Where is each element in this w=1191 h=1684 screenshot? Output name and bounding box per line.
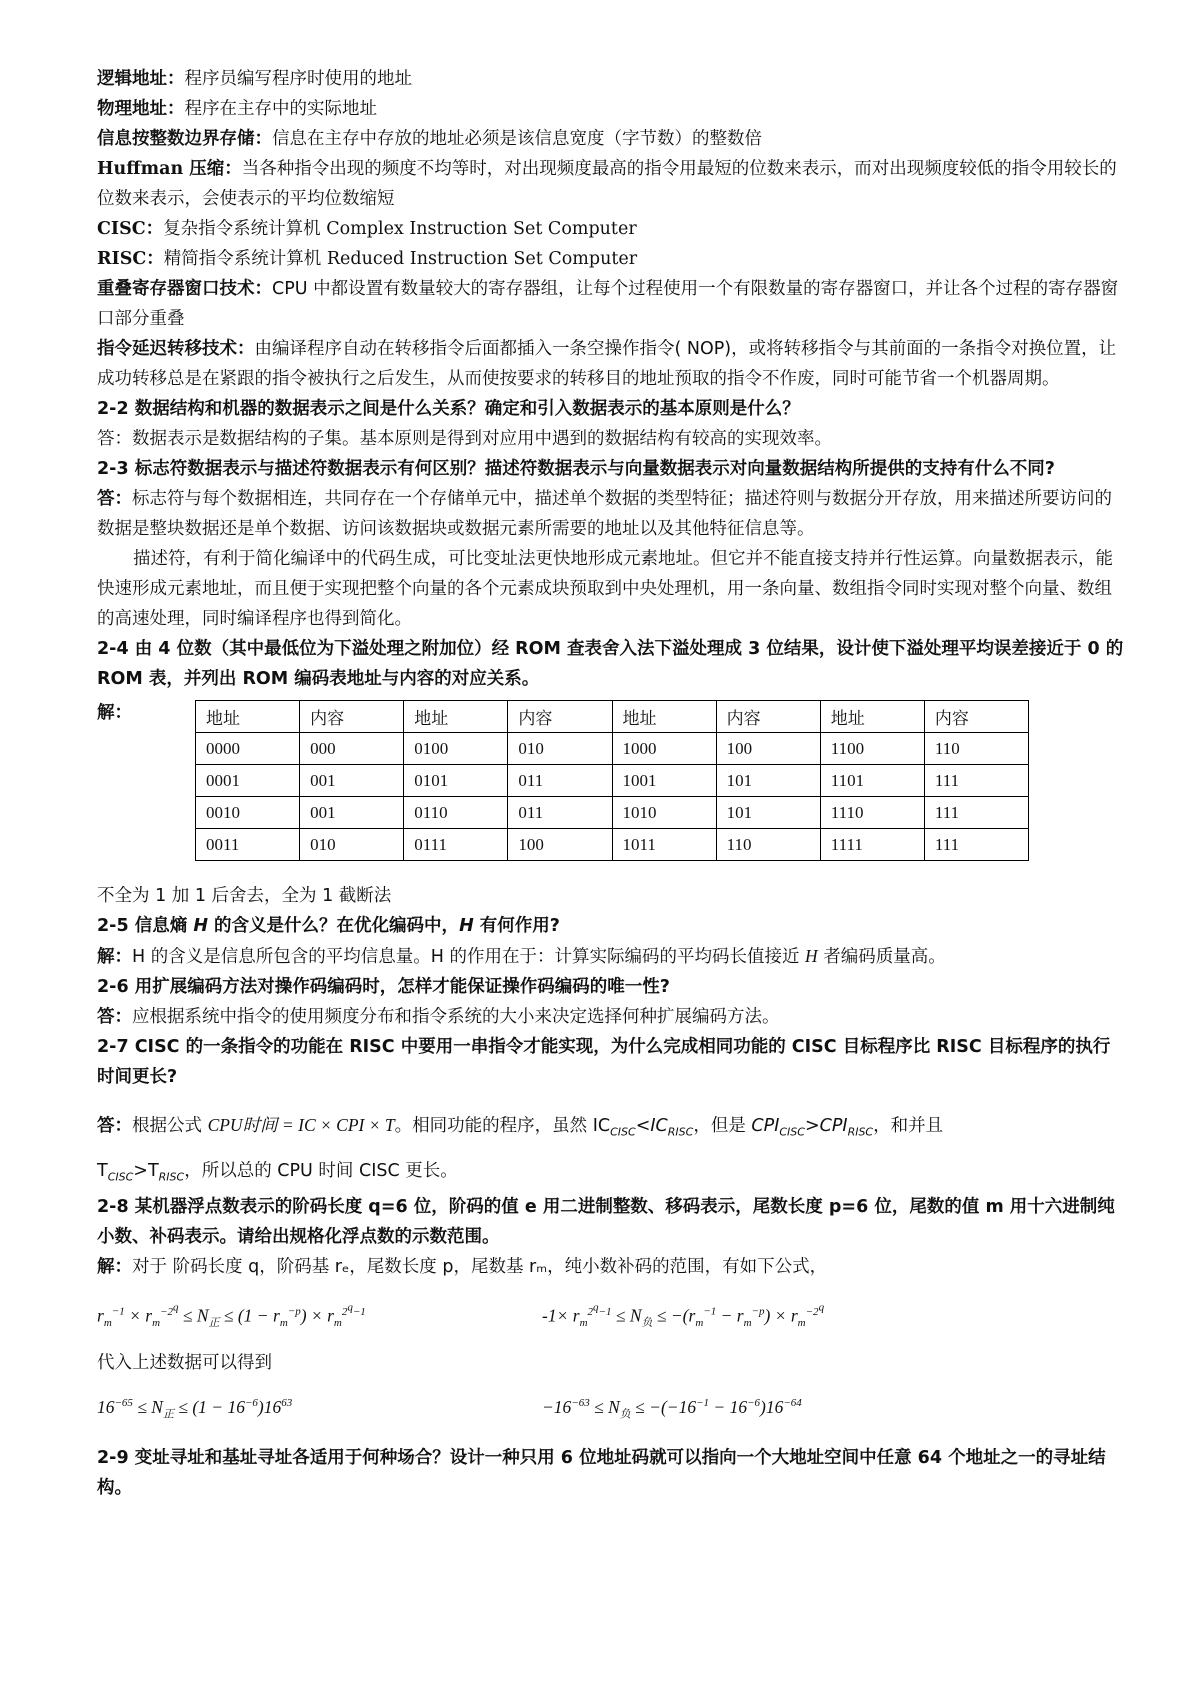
answer-text: 。相同功能的程序，虽然 IC: [394, 1116, 611, 1136]
def-term: 信息按整数边界存储：: [97, 129, 272, 149]
table-cell: 0000: [196, 733, 300, 765]
document-page: [97, 64, 1127, 1503]
answer-text: 所以总的 CPU 时间 CISC 更长。: [201, 1160, 458, 1181]
table-cell: 111: [924, 829, 1028, 861]
table-cell: 0010: [196, 797, 300, 829]
table-header-row: [196, 701, 1029, 733]
def-term: 重叠寄存器窗口技术：: [97, 279, 272, 299]
table-cell: 010: [300, 829, 404, 861]
formula-positive: $r_m^{-1} \times r_m^{-2^q} \le N_正 \le (1 - r_m^{-p}) \times r_m^{2^q-1}$: [97, 1301, 366, 1329]
answer-label: 解：: [97, 703, 132, 723]
def-term: 指令延迟转移技术：: [97, 339, 255, 359]
answer-2-6: [97, 1002, 1127, 1032]
entropy-symbol: H: [193, 916, 208, 936]
table-cell: 110: [716, 829, 820, 861]
def-text: 复杂指令系统计算机 Complex Instruction Set Computer: [163, 219, 637, 239]
def-text: 信息在主存中存放的地址必须是该信息宽度（字节数）的整数倍: [272, 129, 762, 149]
answer-2-7-line2: $T_{CISC}>T_{RISC}$，所以总的 CPU 时间 CISC 更长。: [97, 1160, 458, 1183]
table-cell: 1010: [612, 797, 716, 829]
def-text: 当各种指令出现的频度不均等时，对出现频度最高的指令用最短的位数来表示，而对出现频度较低的指令用较长的位数来表示，会使表示的平均位数缩短: [97, 159, 1117, 209]
table-cell: 1101: [820, 765, 924, 797]
table-cell: 001: [300, 797, 404, 829]
table-row: [196, 829, 1029, 861]
answer-label: 解：: [97, 947, 132, 967]
table-cell: 1110: [820, 797, 924, 829]
table-cell: 0001: [196, 765, 300, 797]
table-cell: 111: [924, 797, 1028, 829]
answer-2-2: [97, 424, 1127, 454]
table-cell: 0101: [404, 765, 508, 797]
question-2-4: 2-4 由 4 位数（其中最低位为下溢处理之附加位）经 ROM 查表舍入法下溢处理成 3 位结果，设计使下溢处理平均误差接近于 0 的 ROM 表，并列出 ROM 编码表地址与内容的对应关系。: [97, 639, 1124, 689]
answer-text: 对于 阶码长度 q，阶码基 rₑ，尾数长度 p，尾数基 rₘ，纯小数补码的范围，有如下公式，: [132, 1257, 828, 1277]
def-text: 精简指令系统计算机 Reduced Instruction Set Computer: [163, 249, 638, 269]
table-cell: 1011: [612, 829, 716, 861]
question-2-6: 2-6 用扩展编码方法对操作码编码时，怎样才能保证操作码编码的唯一性?: [97, 977, 670, 997]
def-line: [97, 94, 1127, 124]
table-cell: 0111: [404, 829, 508, 861]
def-line: [97, 64, 1127, 94]
def-line: [97, 214, 1127, 244]
question-text: 有何作用?: [473, 916, 560, 936]
answer-text: 者编码质量高。: [817, 947, 946, 967]
table-cell: 1001: [612, 765, 716, 797]
table-header: 地址: [196, 701, 300, 733]
substitute-text: 代入上述数据可以得到: [97, 1352, 272, 1373]
answer-2-3-para2: 描述符，有利于简化编译中的代码生成，可比变址法更快地形成元素地址。但它并不能直接支持并行性运算。向量数据表示，能快速形成元素地址，而且便于实现把整个向量的各个元素成块预取到中央处理机，用一条向量、数组指令同时实现对整个向量、数组的高速处理，同时编译程序也得到简化。: [97, 549, 1113, 629]
question-2-3: 2-3 标志符数据表示与描述符数据表示有何区别？描述符数据表示与向量数据表示对向量数据结构所提供的支持有什么不同?: [97, 459, 1055, 479]
table-cell: 1100: [820, 733, 924, 765]
table-cell: 011: [508, 765, 612, 797]
definitions: [97, 64, 1127, 394]
table-cell: 101: [716, 797, 820, 829]
general-formula-row: [97, 1290, 1127, 1340]
table-cell: 000: [300, 733, 404, 765]
def-line: [97, 244, 1127, 274]
def-text: 由编译程序自动在转移指令后面都插入一条空操作指令( NOP)，或将转移指令与其前面的一条指令对换位置，让成功转移总是在紧跟的指令被执行之后发生，从而使按要求的转移目的地址预取的指令不作废，同时可能节省一个机器周期。: [97, 339, 1117, 389]
answer-label: 答：: [97, 489, 132, 509]
def-line: [97, 334, 1127, 394]
rom-note: 不全为 1 加 1 后舍去，全为 1 截断法: [97, 886, 392, 906]
formula-negative: $-1\times r_m^{2^q-1} \le N_负 \le -(r_m^{-1} - r_m^{-p}) \times r_m^{-2^q}$: [542, 1301, 825, 1329]
answer-2-7: 答：根据公式 CPU时间 = IC × CPI × T。相同功能的程序，虽然 $IC_{CISC}<IC_{RISC}$，但是 $CPI_{CISC}>CPI_{RISC}$，和并且: [97, 1115, 944, 1139]
answer-2-3: [97, 484, 1127, 544]
question-2-5: [97, 911, 1127, 941]
table-cell: 0110: [404, 797, 508, 829]
answer-label: 解：: [97, 1257, 132, 1277]
table-row: [196, 797, 1029, 829]
def-text: 程序员编写程序时使用的地址: [184, 69, 412, 89]
def-term: CISC：: [97, 219, 164, 239]
table-cell: 111: [924, 765, 1028, 797]
answer-text: 应根据系统中指令的使用频度分布和指令系统的大小来决定选择何种扩展编码方法。: [132, 1007, 780, 1027]
question-text: 2-5 信息熵: [97, 916, 194, 936]
table-cell: 001: [300, 765, 404, 797]
question-2-2: 2-2 数据结构和机器的数据表示之间是什么关系？确定和引入数据表示的基本原则是什么？: [97, 399, 800, 419]
def-term: 逻辑地址：: [97, 69, 185, 89]
answer-text: 数据表示是数据结构的子集。基本原则是得到对应用中遇到的数据结构有较高的实现效率。: [132, 429, 832, 449]
answer-label: 答：: [97, 429, 132, 449]
entropy-symbol: H: [459, 916, 474, 936]
answer-text: 根据公式: [132, 1116, 208, 1136]
rom-table: [195, 700, 1029, 861]
table-header: 内容: [924, 701, 1028, 733]
answer-text: H 的含义是信息所包含的平均信息量。H 的作用在于：计算实际编码的平均码长值接近: [132, 947, 806, 967]
answer-text: 标志符与每个数据相连，共同存在一个存储单元中，描述单个数据的类型特征；描述符则与数据分开存放，用来描述所要访问的数据是整块数据还是单个数据、访问该数据块或数据元素所需要的地址以及其他特征信息等。: [97, 489, 1112, 539]
question-2-8: 2-8 某机器浮点数表示的阶码长度 q=6 位，阶码的值 e 用二进制整数、移码表示，尾数长度 p=6 位，尾数的值 m 用十六进制纯小数、补码表示。请给出规格化浮点数的示数范围。: [97, 1197, 1115, 1247]
table-cell: 0011: [196, 829, 300, 861]
table-cell: 110: [924, 733, 1028, 765]
table-header: 内容: [716, 701, 820, 733]
answer-2-5: [97, 941, 1127, 972]
answer-2-8: [97, 1252, 1127, 1282]
def-text: CPU 中都设置有数量较大的寄存器组，让每个过程使用一个有限数量的寄存器窗口，并让各个过程的寄存器窗口部分重叠: [97, 279, 1119, 329]
table-row: [196, 765, 1029, 797]
table-cell: 100: [508, 829, 612, 861]
table-header: 内容: [300, 701, 404, 733]
table-header: 内容: [508, 701, 612, 733]
def-term: 物理地址：: [97, 99, 185, 119]
def-term: Huffman 压缩：: [97, 159, 242, 179]
def-text: 程序在主存中的实际地址: [184, 99, 377, 119]
question-2-7: 2-7 CISC 的一条指令的功能在 RISC 中要用一串指令才能实现，为什么完成相同功能的 CISC 目标程序比 RISC 目标程序的执行时间更长?: [97, 1037, 1111, 1087]
def-line: [97, 124, 1127, 154]
question-text: 的含义是什么？在优化编码中，: [207, 916, 460, 936]
table-cell: 0100: [404, 733, 508, 765]
def-term: RISC：: [97, 249, 164, 269]
table-cell: 1111: [820, 829, 924, 861]
numeric-formula-row: [97, 1386, 1127, 1431]
entropy-symbol: H: [805, 946, 818, 966]
table-cell: 010: [508, 733, 612, 765]
answer-label: 答：: [97, 1007, 132, 1027]
numeric-negative: $-16^{-63} \le N_负 \le -(-16^{-1} - 16^{-6})16^{-64}$: [542, 1396, 802, 1421]
def-line: [97, 154, 1127, 214]
cpu-time-formula: CPU时间 = IC × CPI × T: [207, 1115, 395, 1135]
table-cell: 011: [508, 797, 612, 829]
answer-label: 答：: [97, 1116, 132, 1136]
table-header: 地址: [404, 701, 508, 733]
numeric-positive: $16^{-65} \le N_正 \le (1 - 16^{-6})16^{63}$: [97, 1396, 293, 1421]
table-header: 地址: [820, 701, 924, 733]
def-line: [97, 274, 1127, 334]
table-cell: 100: [716, 733, 820, 765]
answer-text: T: [97, 1160, 108, 1181]
table-row: [196, 733, 1029, 765]
question-2-9: 2-9 变址寻址和基址寻址各适用于何种场合？设计一种只用 6 位地址码就可以指向一个大地址空间中任意 64 个地址之一的寻址结构。: [97, 1448, 1106, 1499]
table-cell: 1000: [612, 733, 716, 765]
table-cell: 101: [716, 765, 820, 797]
table-header: 地址: [612, 701, 716, 733]
